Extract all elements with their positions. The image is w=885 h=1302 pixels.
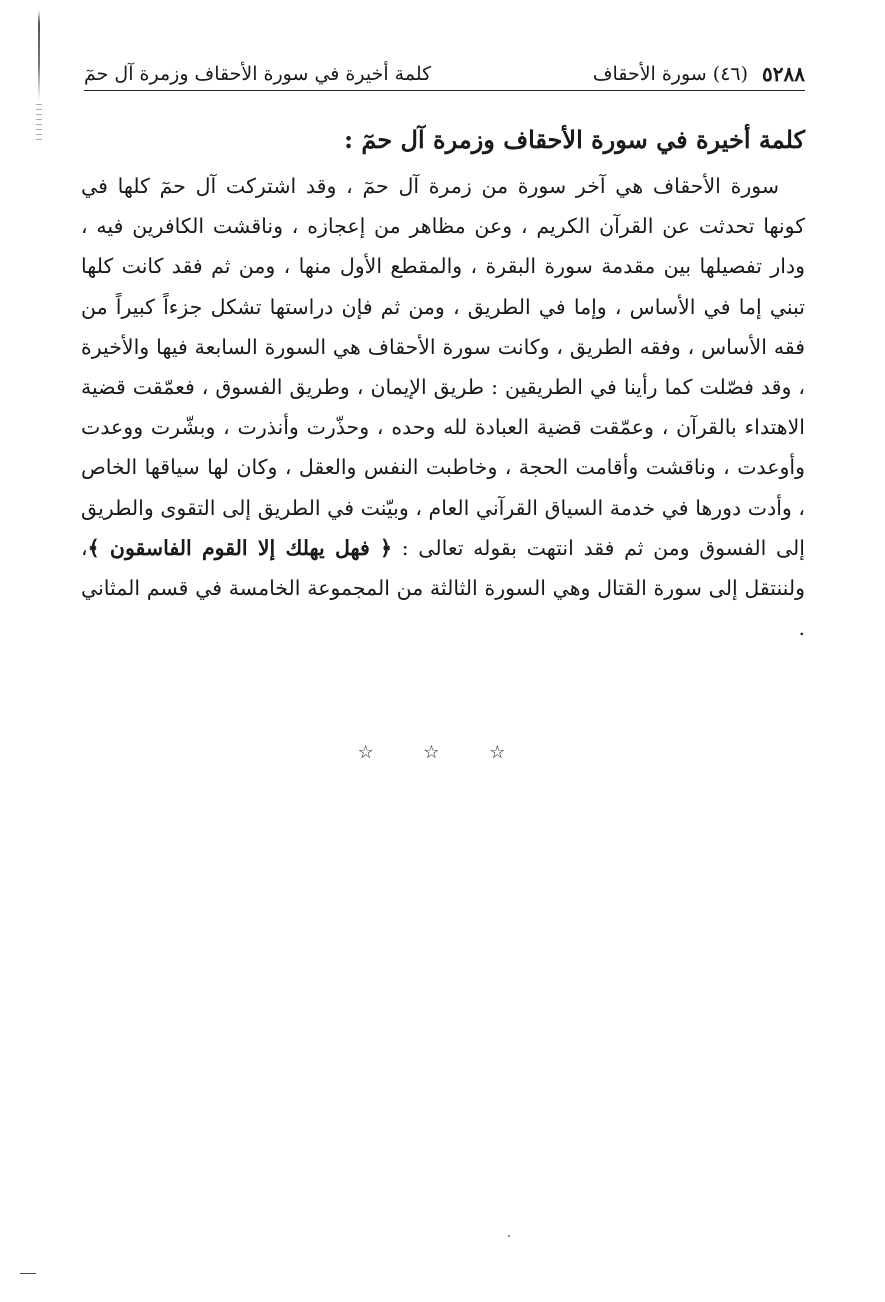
- paragraph-text-end: ، ولننتقل إلى سورة القتال وهي السورة الثالثة من المجموعة الخامسة في قسم المثاني .: [81, 535, 805, 641]
- running-title: كلمة أخيرة في سورة الأحقاف وزمرة آل حمٓ: [84, 63, 432, 85]
- paragraph-text: سورة الأحقاف هي آخر سورة من زمرة آل حمٓ ، وقد اشتركت آل حمٓ كلها في كونها تحدثت عن القرآن الكريم ، وعن مظاهر من إعجازه ، وناقشت الكافرين فيه ، ودار تفصيلها بين مقدمة سورة البقرة ، والمقطع الأول منها ، ومن ثم فقد كانت كلها تبني إما في الأساس ، وإما في الطريق ، ومن ثم فإن دراستها تشكل جزءاً كبيراً من فقه الأساس ، وفقه الطريق ، وكانت سورة الأحقاف هي السورة السابعة فيها والأخيرة ، وقد فصّلت كما رأينا في الطريقين : طريق الإيمان ، وطريق الفسوق ، فعمّقت قضية الاهتداء بالقرآن ، وعمّقت قضية العبادة لله وحده ، وحذّرت وأنذرت ، وبشّرت ووعدت وأوعدت ، وناقشت وأقامت الحجة ، وخاطبت النفس والعقل ، وكان لها سياقها الخاص ، وأدت دورها في خدمة السياق القرآني العام ، وبيّنت في الطريق إلى التقوى والطريق إلى الفسوق ومن ثم فقد انتهت بقوله تعالى :: [81, 174, 805, 560]
- section-heading: كلمة أخيرة في سورة الأحقاف وزمرة آل حمٓ :: [344, 125, 805, 154]
- quran-verse: ﴿ فهل يهلك إلا القوم الفاسقون ﴾: [87, 535, 393, 560]
- header-right-group: [593, 62, 805, 86]
- page-number: ٥٢٨٨: [762, 62, 805, 86]
- section-end-ornament: ☆ ☆ ☆: [357, 742, 528, 763]
- corner-mark: [20, 1273, 36, 1274]
- scan-speck: [508, 1235, 510, 1237]
- paragraph: [81, 166, 805, 648]
- surah-label: (٤٦) سورة الأحقاف: [592, 63, 749, 85]
- binding-edge-mark: [38, 10, 40, 100]
- page-header: [84, 58, 805, 91]
- binding-edge-dots: [36, 100, 42, 140]
- body-text: [81, 166, 805, 648]
